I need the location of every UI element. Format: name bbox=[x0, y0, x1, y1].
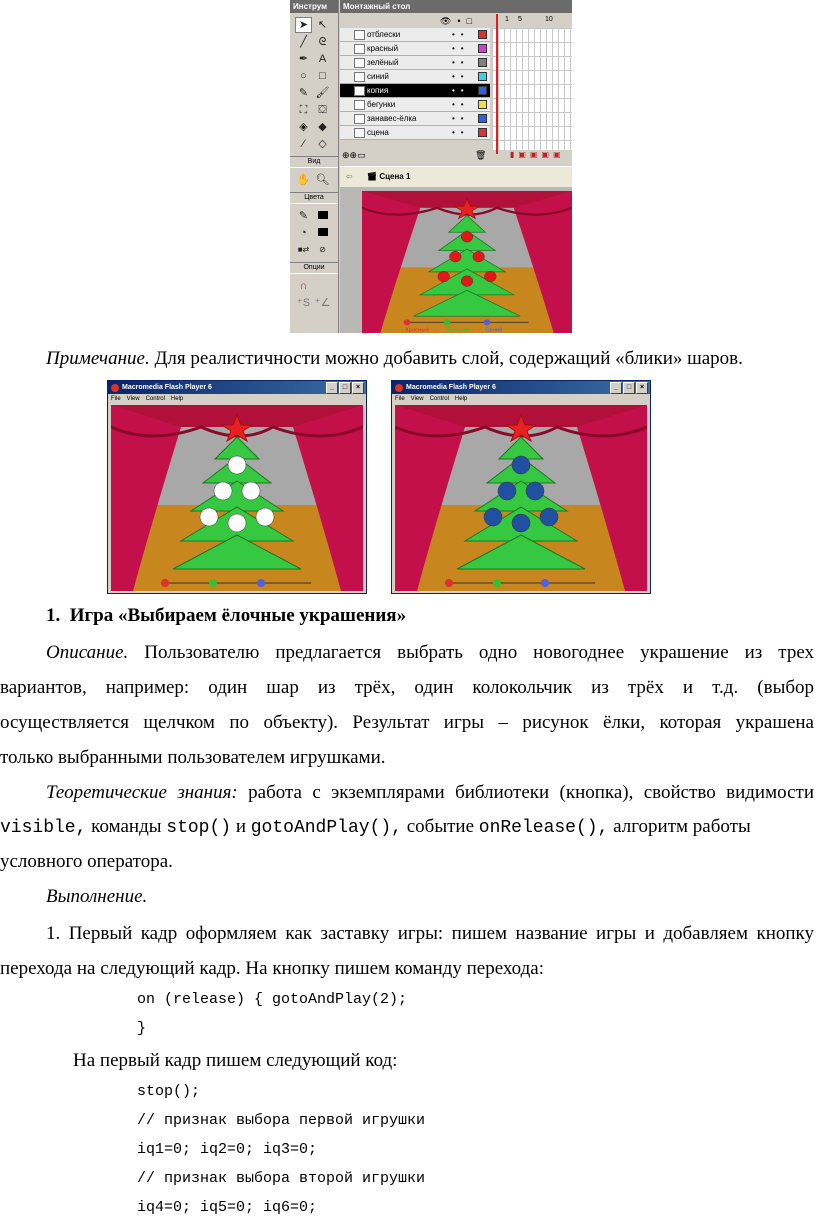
lasso-tool-icon[interactable]: ᘓ bbox=[318, 36, 327, 48]
description-line-3: осуществляется щелчком по объекту). Результат игры – рисунок ёлки, которая украшена bbox=[0, 712, 814, 733]
scene-label: Сцена 1 bbox=[379, 172, 411, 181]
ornament-ball[interactable] bbox=[256, 508, 274, 526]
layer-row[interactable] bbox=[340, 28, 490, 42]
layer-page-icon bbox=[354, 58, 365, 68]
colors-section-label: Цвета bbox=[290, 192, 338, 204]
magnet-icon[interactable]: ∩ bbox=[299, 280, 308, 292]
fill-color-icon[interactable]: ◔ bbox=[300, 227, 307, 239]
section-number: 1. bbox=[46, 605, 61, 626]
note-text: Для реалистичности можно добавить слой, содержащий «блики» шаров. bbox=[149, 348, 743, 369]
tool-grid bbox=[290, 13, 338, 156]
layer-row[interactable] bbox=[340, 56, 490, 70]
slider-knob[interactable] bbox=[493, 579, 501, 587]
layer-name: синий bbox=[367, 72, 389, 81]
line-tool-icon[interactable]: ╱ bbox=[300, 36, 307, 48]
menu-control[interactable]: Control bbox=[145, 396, 165, 402]
slider-label: Синий bbox=[485, 327, 503, 333]
layer-name: зелёный bbox=[367, 58, 399, 67]
step-line-2: перехода на следующий кадр. На кнопку пишем команду перехода: bbox=[0, 958, 544, 979]
layer-row[interactable] bbox=[340, 70, 490, 84]
description-label: Описание. bbox=[46, 642, 129, 663]
zoom-tool-icon[interactable]: 🔍︎ bbox=[315, 174, 330, 186]
layer-name: бегунки bbox=[367, 100, 396, 109]
fill-swatch-icon[interactable] bbox=[314, 225, 331, 241]
layer-page-icon bbox=[354, 128, 365, 138]
player-title: Macromedia Flash Player 6 bbox=[122, 384, 212, 391]
layer-color-swatch[interactable] bbox=[478, 44, 487, 53]
tree-scene bbox=[111, 405, 363, 591]
theory-line-2: visible, команды stop() и gotoAndPlay(), событие onRelease(), алгоритм работы bbox=[0, 816, 751, 838]
layer-visibility-dots[interactable]: •• bbox=[452, 86, 470, 95]
scene-icon: 🎬︎ bbox=[366, 172, 378, 181]
player-window-right bbox=[391, 380, 651, 594]
code-frame-line-1: stop(); bbox=[137, 1083, 201, 1100]
frame-number-5: 5 bbox=[518, 16, 522, 23]
description-line-4: только выбранными пользователем игрушками. bbox=[0, 747, 386, 768]
frame-number-1: 1 bbox=[505, 16, 509, 23]
ornament-ball[interactable] bbox=[214, 482, 232, 500]
layer-color-swatch[interactable] bbox=[478, 86, 487, 95]
ornament-ball[interactable] bbox=[512, 514, 530, 532]
ornament-ball[interactable] bbox=[200, 508, 218, 526]
stroke-swatch-icon[interactable] bbox=[314, 208, 331, 224]
layer-name: отблески bbox=[367, 30, 401, 39]
layer-color-swatch[interactable] bbox=[478, 100, 487, 109]
layer-name: красный bbox=[367, 44, 399, 53]
tools-panel-title: Инструм bbox=[290, 0, 338, 13]
layer-color-swatch[interactable] bbox=[478, 114, 487, 123]
brush-tool-icon[interactable]: 🖌 bbox=[315, 87, 330, 99]
slider-knob[interactable] bbox=[209, 579, 217, 587]
minimize-button[interactable]: _ bbox=[326, 382, 338, 394]
slider-label: Зелёный bbox=[445, 327, 470, 333]
layer-visibility-dots[interactable]: •• bbox=[452, 72, 470, 81]
layer-page-icon bbox=[354, 44, 365, 54]
layer-color-swatch[interactable] bbox=[478, 128, 487, 137]
slider-knob[interactable] bbox=[257, 579, 265, 587]
trash-icon[interactable]: 🗑︎ bbox=[475, 150, 487, 160]
back-arrow-icon[interactable]: ⇦ bbox=[346, 172, 353, 181]
menu-file[interactable]: File bbox=[395, 396, 405, 402]
layer-visibility-dots[interactable]: •• bbox=[452, 100, 470, 109]
oval-tool-icon[interactable]: ○ bbox=[300, 70, 307, 82]
frame-number-10: 10 bbox=[545, 16, 553, 23]
straighten-icon[interactable]: ⁺∠ bbox=[314, 297, 331, 309]
paint-bucket-tool-icon[interactable]: ◆ bbox=[318, 121, 327, 133]
theory-line-3: условного оператора. bbox=[0, 851, 173, 872]
step-number: 1. bbox=[46, 923, 61, 944]
menu-view[interactable]: View bbox=[410, 396, 424, 402]
pencil-tool-icon[interactable]: ✎ bbox=[298, 87, 309, 99]
note-label: Примечание. bbox=[46, 348, 150, 369]
stage-area bbox=[340, 187, 572, 333]
ornament-ball[interactable] bbox=[228, 514, 246, 532]
code-frame-line-4: // признак выбора второй игрушки bbox=[137, 1170, 426, 1187]
code-button-line-1: on (release) { gotoAndPlay(2); bbox=[137, 991, 408, 1008]
ornament-ball[interactable] bbox=[526, 482, 544, 500]
layer-row[interactable] bbox=[340, 126, 490, 140]
layer-page-icon bbox=[354, 30, 365, 40]
description-line-1: Описание. Пользователю предлагается выбрать одно новогоднее украшение из трех bbox=[46, 642, 814, 663]
tree-scene bbox=[362, 191, 572, 333]
layer-color-swatch[interactable] bbox=[478, 72, 487, 81]
onion-skin-icons[interactable]: ▮▣▣▣▣ bbox=[510, 150, 565, 159]
code-frame-line-2: // признак выбора первой игрушки bbox=[137, 1112, 426, 1129]
layer-name: сцена bbox=[367, 128, 389, 137]
close-button[interactable]: × bbox=[352, 382, 364, 394]
text-tool-icon[interactable]: A bbox=[318, 53, 327, 65]
layer-visibility-dots[interactable]: •• bbox=[452, 114, 470, 123]
code-stop: stop() bbox=[166, 818, 232, 838]
first-frame-text: На первый кадр пишем следующий код: bbox=[73, 1050, 398, 1071]
slider-knob[interactable] bbox=[484, 319, 491, 325]
eraser-tool-icon[interactable]: ◇ bbox=[318, 138, 327, 150]
smooth-icon[interactable]: ⁺S bbox=[296, 297, 311, 309]
player-title: Macromedia Flash Player 6 bbox=[406, 384, 496, 391]
player-canvas-blue-balls bbox=[395, 405, 647, 591]
slider-knob[interactable] bbox=[161, 579, 169, 587]
section-heading bbox=[46, 599, 406, 633]
maximize-button[interactable]: □ bbox=[339, 382, 351, 394]
add-layer-icons[interactable]: ⊕⊕▭ bbox=[342, 150, 366, 160]
slider-knob[interactable] bbox=[404, 319, 411, 325]
theory-label: Теоретические знания: bbox=[46, 782, 238, 803]
close-button[interactable]: × bbox=[636, 382, 648, 394]
layer-page-icon bbox=[354, 114, 365, 124]
no-color-icon[interactable]: ⊘ bbox=[319, 245, 326, 254]
ornament-ball[interactable] bbox=[450, 251, 462, 262]
ornament-ball[interactable] bbox=[485, 271, 497, 282]
theory-line-1: Теоретические знания: работа с экземплярами библиотеки (кнопка), свойство видимости bbox=[46, 782, 815, 803]
player-menubar bbox=[392, 394, 650, 404]
layer-row[interactable] bbox=[340, 112, 490, 126]
execution-label: Выполнение. bbox=[46, 886, 148, 907]
ornament-ball[interactable] bbox=[242, 482, 260, 500]
menu-view[interactable]: View bbox=[126, 396, 140, 402]
scene-bar bbox=[340, 166, 572, 187]
layer-color-swatch[interactable] bbox=[478, 30, 487, 39]
code-frame-line-3: iq1=0; iq2=0; iq3=0; bbox=[137, 1141, 318, 1158]
arrow-tool-icon[interactable]: ➤ bbox=[295, 17, 312, 33]
ornament-ball[interactable] bbox=[540, 508, 558, 526]
tools-panel bbox=[290, 0, 339, 333]
code-visible: visible, bbox=[0, 818, 87, 838]
layer-visibility-dots[interactable]: •• bbox=[452, 58, 470, 67]
code-frame-line-5: iq4=0; iq5=0; iq6=0; bbox=[137, 1199, 318, 1216]
rectangle-tool-icon[interactable]: □ bbox=[319, 70, 326, 82]
ornament-ball[interactable] bbox=[512, 456, 530, 474]
options-section-label: Опции bbox=[290, 262, 338, 274]
section-title: Игра «Выбираем ёлочные украшения» bbox=[69, 605, 407, 626]
pen-tool-icon[interactable]: ✒ bbox=[298, 53, 309, 65]
layer-page-icon bbox=[354, 100, 365, 110]
layer-page-icon bbox=[354, 86, 365, 96]
player-window-left bbox=[107, 380, 367, 594]
layer-color-swatch[interactable] bbox=[478, 58, 487, 67]
step-line-1: 1. Первый кадр оформляем как заставку игры: пишем название игры и добавляем кнопку bbox=[46, 923, 814, 944]
eyedropper-tool-icon[interactable]: ⁄ bbox=[302, 138, 305, 150]
player-canvas-white-balls bbox=[111, 405, 363, 591]
playhead[interactable] bbox=[496, 14, 498, 154]
ornament-ball[interactable] bbox=[228, 456, 246, 474]
menu-help[interactable]: Help bbox=[454, 396, 468, 402]
minimize-button[interactable]: _ bbox=[610, 382, 622, 394]
slider-knob[interactable] bbox=[444, 319, 451, 325]
tree-scene bbox=[395, 405, 647, 591]
frame-grid[interactable] bbox=[492, 28, 572, 150]
slider-knob[interactable] bbox=[541, 579, 549, 587]
ornament-ball[interactable] bbox=[461, 231, 473, 242]
maximize-button[interactable]: □ bbox=[623, 382, 635, 394]
fill-transform-tool-icon[interactable]: ⛋ bbox=[318, 104, 327, 116]
menu-help[interactable]: Help bbox=[170, 396, 184, 402]
stage bbox=[362, 191, 572, 333]
flash-ide-screenshot bbox=[290, 0, 572, 333]
description-line-2: вариантов, например: один шар из трёх, один колокольчик из трёх и т.д. (выбор bbox=[0, 677, 814, 698]
ornament-ball[interactable] bbox=[438, 271, 450, 282]
menu-control[interactable]: Control bbox=[429, 396, 449, 402]
note-paragraph bbox=[46, 342, 743, 376]
free-transform-tool-icon[interactable]: ⛶ bbox=[299, 104, 308, 116]
layer-visibility-dots[interactable]: •• bbox=[452, 30, 470, 39]
player-menubar bbox=[108, 394, 366, 404]
layer-visibility-dots[interactable]: •• bbox=[452, 128, 470, 137]
code-gotoandplay: gotoAndPlay(), bbox=[250, 818, 402, 838]
layer-visibility-dots[interactable]: •• bbox=[452, 44, 470, 53]
menu-file[interactable]: File bbox=[111, 396, 121, 402]
hand-tool-icon[interactable]: ✋ bbox=[296, 174, 311, 186]
layer-row[interactable] bbox=[340, 84, 490, 98]
layer-name: копия bbox=[367, 86, 389, 95]
code-onrelease: onRelease(), bbox=[478, 818, 609, 838]
ornament-ball[interactable] bbox=[498, 482, 516, 500]
timeline-title: Монтажный стол bbox=[340, 0, 572, 13]
ornament-ball[interactable] bbox=[473, 251, 485, 262]
swap-colors-icon[interactable]: ■⇄ bbox=[297, 245, 310, 254]
layer-row[interactable] bbox=[340, 98, 490, 112]
ornament-ball[interactable] bbox=[461, 276, 473, 287]
slider-label: Красный bbox=[405, 327, 429, 333]
slider-knob[interactable] bbox=[445, 579, 453, 587]
view-section-label: Вид bbox=[290, 156, 338, 168]
flash-logo-icon bbox=[111, 384, 119, 392]
layer-name: занавес-ёлка bbox=[367, 114, 417, 123]
stroke-color-icon[interactable]: ✎ bbox=[298, 210, 309, 222]
layer-toggle-icons[interactable]: 👁︎•□ bbox=[440, 16, 479, 26]
ink-bottle-tool-icon[interactable]: ◈ bbox=[299, 121, 308, 133]
ornament-ball[interactable] bbox=[484, 508, 502, 526]
flash-logo-icon bbox=[395, 384, 403, 392]
layer-page-icon bbox=[354, 72, 365, 82]
timeline-panel bbox=[340, 0, 572, 165]
code-button-line-2: } bbox=[137, 1020, 147, 1037]
layer-row[interactable] bbox=[340, 42, 490, 56]
subselect-tool-icon[interactable]: ↖ bbox=[317, 19, 328, 31]
